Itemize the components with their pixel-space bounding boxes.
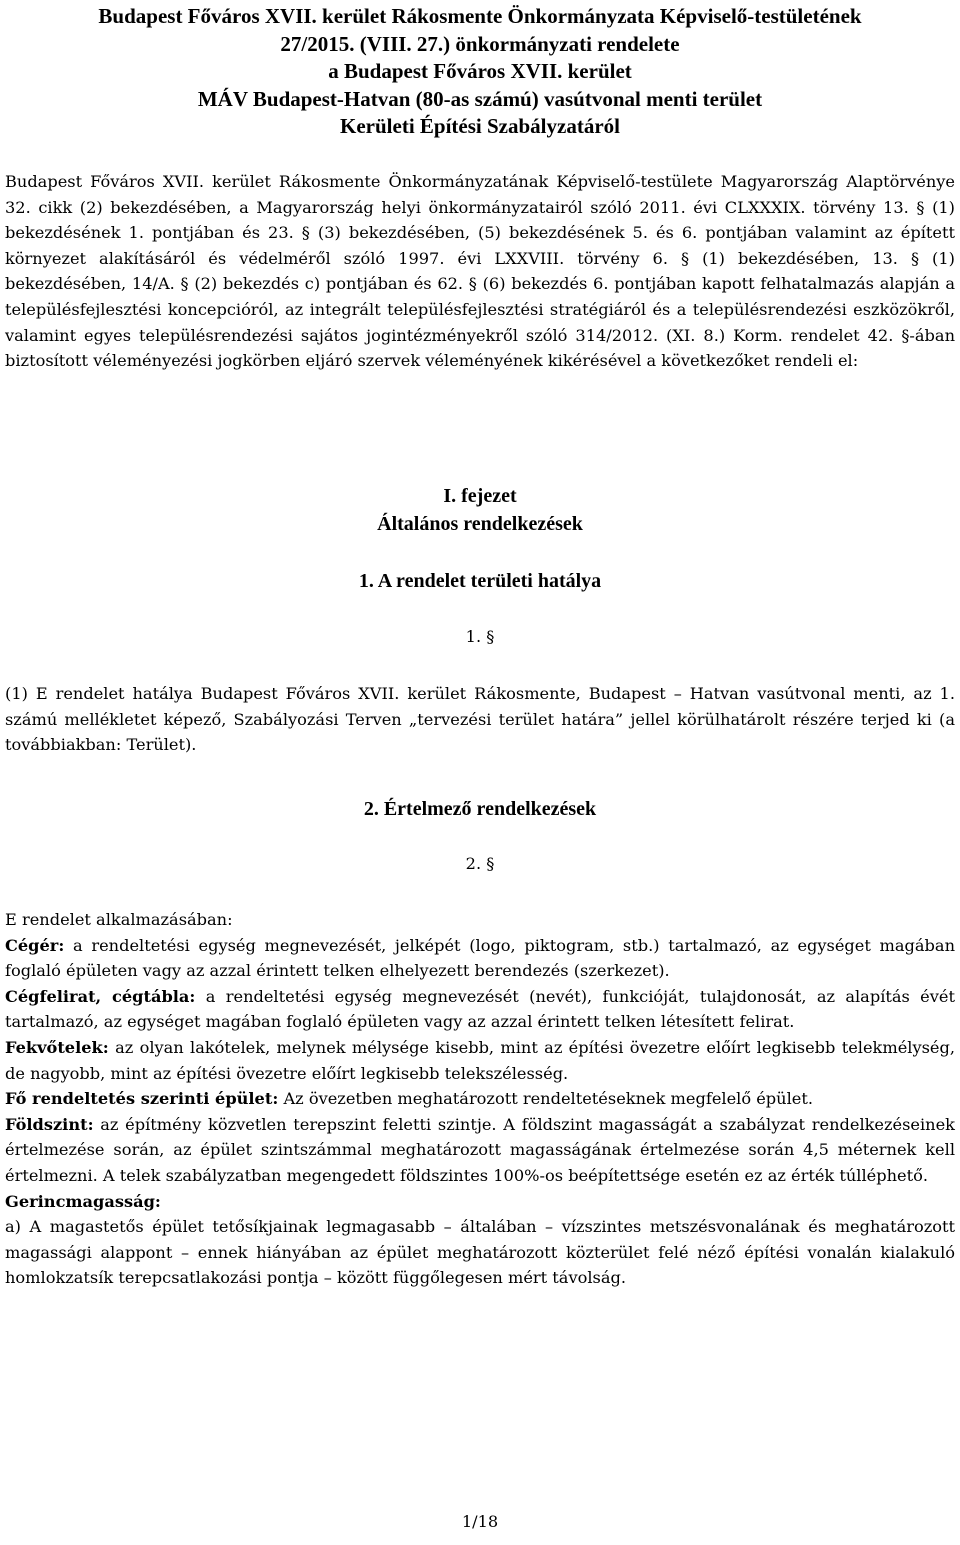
definitions-intro: E rendelet alkalmazásában: bbox=[5, 910, 233, 929]
definition-item bbox=[5, 984, 955, 1035]
definition-text: a rendeltetési egység megnevezését, jelképét (logo, piktogram, stb.) tartalmazó, az egységet magában foglaló épületen vagy az azzal érintett telken elhelyezett berendezés (szerkezet). bbox=[5, 935, 955, 981]
definition-text: a rendeltetési egység megnevezését (nevét), funkcióját, tulajdonosát, az alapítás évét tartalmazó, az egységet magában foglaló épületen vagy az azzal érintett telken létesített felirat. bbox=[5, 986, 955, 1032]
section-2-title: 2. Értelmező rendelkezések bbox=[363, 798, 597, 820]
definition-term: Cégér: bbox=[5, 935, 65, 955]
chapter-number: I. fejezet bbox=[443, 485, 517, 507]
definition-text: az építmény közvetlen terepszint feletti szintje. A földszint magasságát a szabályzat rendelkezéseinek értelmezése során, az épület szintszámmal meghatározott magasságának értelmezése során 4,5 méternek kell értelmezni. A telek szabályzatban megengedett földszintes 100%-os beépítettsége esetén ez az érték túlléphető. bbox=[5, 1114, 955, 1185]
definition-subitem: a) A magastetős épület tetősíkjainak legmagasabb – általában – vízszintes metszésvonalának és meghatározott magassági alappont – ennek hiányában az épület meghatározott közterület felé néző építési vonalán kialakuló homlokzatsík terepcsatlakozási pontja – között függőlegesen mért távolság. bbox=[5, 1217, 955, 1288]
title-line: MÁV Budapest-Hatvan (80-as számú) vasútvonal menti terület bbox=[197, 86, 763, 111]
definition-item bbox=[5, 1189, 955, 1215]
definition-term: Fekvőtelek: bbox=[5, 1037, 109, 1057]
definition-term: Gerincmagasság: bbox=[5, 1191, 161, 1211]
definition-term: Földszint: bbox=[5, 1114, 94, 1134]
section-1-title: 1. A rendelet területi hatálya bbox=[358, 570, 602, 592]
definition-item bbox=[5, 1112, 955, 1189]
definition-item bbox=[5, 1086, 955, 1112]
preamble: Budapest Főváros XVII. kerület Rákosmente Önkormányzatának Képviselő-testülete Magyarország Alaptörvénye 32. cikk (2) bekezdésében, a Magyarország helyi önkormányzatairól szóló 2011. évi CLXXXIX. törvény 13. § (1) bekezdésének 1. pontjában és 23. § (3) bekezdésében, (5) bekezdésének 5. és 6. pontjában valamint az épített környezet alakításáról és védelméről szóló 1997. évi LXXVIII. törvény 6. § (1) bekezdésében, 13. § (1) bekezdésében, 14/A. § (2) bekezdés c) pontjában és 62. § (6) bekezdés 6. pontjában kapott felhatalmazás alapján a településfejlesztési koncepcióról, az integrált településfejlesztési stratégiáról és a településrendezési eszközökről, valamint egyes településrendezési sajátos jogintézményekről szóló 314/2012. (XI. 8.) Korm. rendelet 42. §-ában biztosított véleményezési jogkörben eljáró szervek véleményének kikérésével a következőket rendeli el: bbox=[5, 172, 955, 371]
paragraph-1-number: 1. § bbox=[465, 627, 495, 646]
title-line: 27/2015. (VIII. 27.) önkormányzati rendelete bbox=[280, 31, 680, 56]
definition-term: Cégfelirat, cégtábla: bbox=[5, 986, 196, 1006]
definition-text: az olyan lakótelek, melynek mélysége kisebb, mint az építési övezetre előírt legkisebb telekmélység, de nagyobb, mint az építési övezetre előírt legkisebb telekszélesség. bbox=[5, 1037, 955, 1083]
title-line: a Budapest Főváros XVII. kerület bbox=[328, 59, 632, 83]
definition-item bbox=[5, 1035, 955, 1086]
page-number: 1/18 bbox=[461, 1512, 499, 1531]
definitions-block bbox=[5, 907, 955, 1291]
chapter-title: Általános rendelkezések bbox=[377, 513, 583, 535]
definition-term: Fő rendeltetés szerinti épület: bbox=[5, 1089, 279, 1109]
definition-item bbox=[5, 933, 955, 984]
title-line: Kerületi Építési Szabályzatáról bbox=[340, 114, 620, 138]
definition-text: Az övezetben meghatározott rendeltetéseknek megfelelő épület. bbox=[278, 1089, 814, 1109]
document-title bbox=[0, 3, 960, 141]
paragraph-1-text: (1) E rendelet hatálya Budapest Főváros XVII. kerület Rákosmente, Budapest – Hatvan vasútvonal menti, az 1. számú mellékletet képező, Szabályozási Terven „tervezési terület határa” jellel körülhatárolt részére terjed ki (a továbbiakban: Terület). bbox=[5, 684, 955, 755]
paragraph-2-number: 2. § bbox=[465, 854, 495, 873]
title-line: Budapest Főváros XVII. kerület Rákosmente Önkormányzata Képviselő-testületének bbox=[98, 4, 862, 28]
